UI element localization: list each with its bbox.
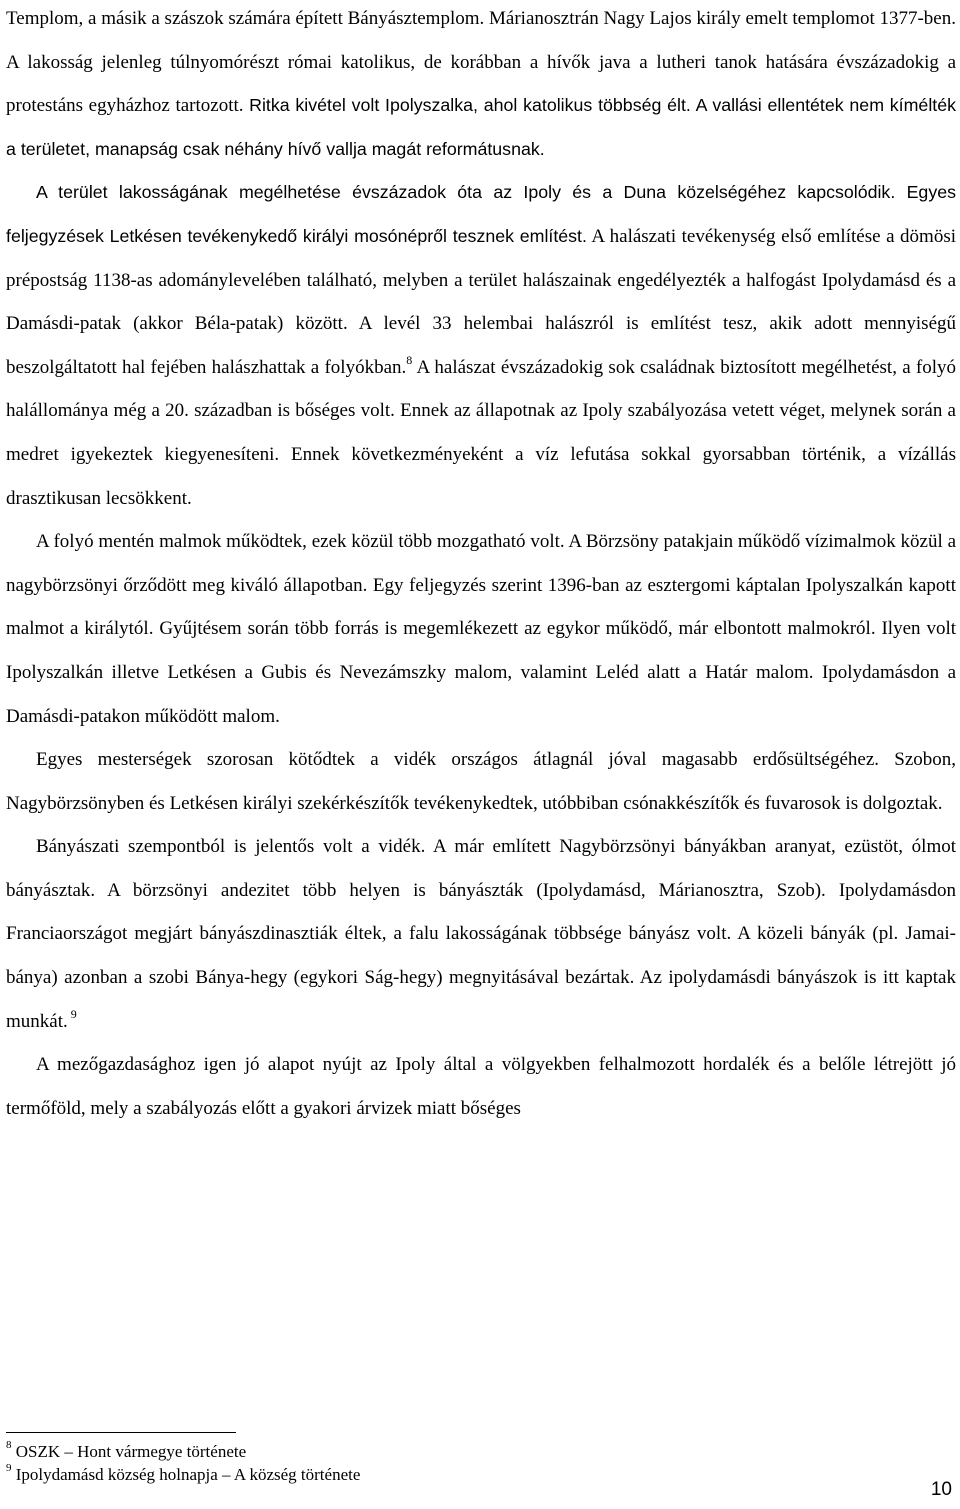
text-segment: A halászat évszázadokig sok családnak biztosított megélhetést, a folyó halállománya még a 20. században is bőséges volt. Ennek az állapotnak az Ipoly szabályozása vetett véget, melynek során a medret igyekeztek kiegyenesíteni. Ennek következményeként a víz lefutása sokkal gyorsabban történik, a vízállás drasztikusan lecsökkent.	[6, 356, 956, 509]
footnote-reference: 9	[67, 1007, 77, 1022]
paragraph	[6, 1043, 956, 1130]
footnote	[6, 1440, 946, 1463]
footnote-number: 8	[6, 1439, 12, 1452]
footnote-separator	[6, 1432, 236, 1433]
footnote-reference: 8	[406, 353, 413, 368]
footnote-text: OSZK – Hont vármegye története	[11, 1442, 247, 1461]
text-segment: A terület lakosságának megélhetése évszázadok óta az Ipoly és a Duna közelségéhez kapcsolódik. Egyes feljegyzések Letkésen tevékenykedő királyi mosónépről tesznek említést.	[6, 182, 956, 246]
footnote-number: 9	[6, 1462, 12, 1475]
page-number: 10	[930, 1479, 952, 1500]
footnotes	[6, 1440, 946, 1486]
text-segment: A mezőgazdasághoz igen jó alapot nyújt az Ipoly által a völgyekben felhalmozott hordalék és a belőle létrejött jó termőföld, mely a szabályozás előtt a gyakori árvizek miatt bőséges	[6, 1054, 956, 1119]
text-segment: Ritka kivétel volt Ipolyszalka, ahol katolikus többség élt. A vallási ellentétek nem kímélték a területet, manapság csak néhány hívő vallja magát reformátusnak.	[6, 95, 956, 159]
paragraph	[6, 0, 956, 171]
text-segment: Bányászati szempontból is jelentős volt a vidék. A már említett Nagybörzsönyi bányákban aranyat, ezüstöt, ólmot bányásztak. A börzsönyi andezitet több helyen is bányászták (Ipolydamásd, Márianosztra, Szob). Ipolydamásdon Franciaországot megjárt bányászdinasztiák éltek, a falu lakosságának többsége bányász volt. A közeli bányák (pl. Jamai-bánya) azonban a szobi Bánya-hegy (egykori Ság-hegy) megnyitásával bezártak. Az ipolydamásdi bányászok is itt kaptak munkát.	[6, 836, 956, 1032]
text-segment: Templom, a másik a szászok számára épített Bányásztemplom. Márianosztrán Nagy Lajos király emelt templomot 1377-ben. A lakosság jelenleg túlnyomórészt római katolikus, de korábban a hívők java a lutheri tanok hatására évszázadokig a protestáns egyházhoz tartozott.	[6, 8, 956, 117]
paragraph	[6, 738, 956, 825]
body-text	[6, 0, 956, 1130]
paragraph	[6, 825, 956, 1043]
text-segment: A folyó mentén malmok működtek, ezek közül több mozgatható volt. A Börzsöny patakjain működő vízimalmok közül a nagybörzsönyi őrződött meg kiváló állapotban. Egy feljegyzés szerint 1396-ban az esztergomi káptalan Ipolyszalkán kapott malmot a királytól. Gyűjtésem során több forrás is megemlékezett az egykor működő, már elbontott malmokról. Ilyen volt Ipolyszalkán illetve Letkésen a Gubis és Nevezámszky malom, valamint Leléd alatt a Határ malom. Ipolydamásdon a Damásdi-patakon működött malom.	[6, 531, 956, 727]
footnote-text: Ipolydamásd község holnapja – A község története	[11, 1465, 361, 1484]
footnote	[6, 1463, 946, 1486]
paragraph	[6, 171, 956, 520]
text-segment: Egyes mesterségek szorosan kötődtek a vidék országos átlagnál jóval magasabb erdősültségéhez. Szobon, Nagybörzsönyben és Letkésen királyi szekérkészítők tevékenykedtek, utóbbiban csónakkészítők és fuvarosok is dolgoztak.	[6, 749, 956, 814]
text-segment: A halászati tevékenység első említése a dömösi prépostság 1138-as adománylevelében található, melyben a terület halászainak engedélyezték a halfogást Ipolydamásd és a Damásdi-patak (akkor Béla-patak) között. A levél 33 helembai halászról is említést tesz, akik adott mennyiségű beszolgáltatott hal fejében halászhattak a folyókban.	[6, 225, 956, 378]
paragraph	[6, 520, 956, 738]
